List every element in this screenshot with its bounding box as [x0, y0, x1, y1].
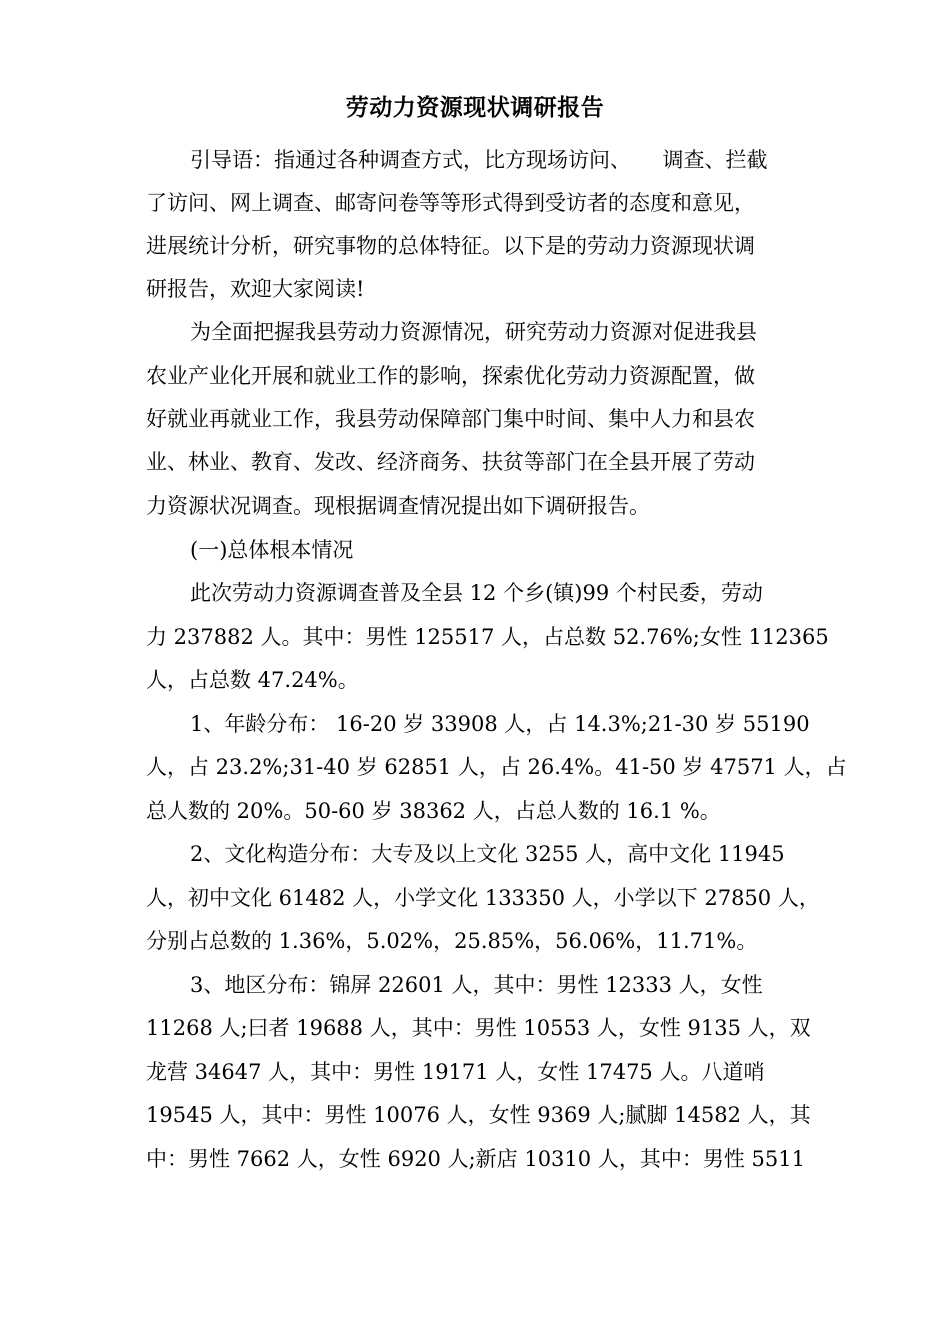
- education-line-1: 2、文化构造分布：大专及以上文化 3255 人，高中文化 11945: [190, 842, 785, 866]
- age-line-3: 总人数的 20%。50-60 岁 38362 人，占总人数的 16.1 %。: [146, 799, 721, 823]
- education-line-3: 分别占总数的 1.36%，5.02%，25.85%，56.06%，11.71%。: [146, 929, 758, 953]
- education-line-2: 人，初中文化 61482 人，小学文化 133350 人，小学以下 27850 人，: [146, 886, 820, 910]
- age-line-2: 人，占 23.2%;31-40 岁 62851 人，占 26.4%。41-50 岁 47571 人，占: [146, 755, 847, 779]
- intro-line-2: 了访问、网上调查、邮寄问卷等等形式得到受访者的态度和意见，: [146, 191, 755, 215]
- overview-line-1: 此次劳动力资源调查普及全县 12 个乡(镇)99 个村民委，劳动: [190, 581, 763, 605]
- body-line-4: 业、林业、教育、发改、经济商务、扶贫等部门在全县开展了劳动: [146, 450, 755, 474]
- overview-line-2: 力 237882 人。其中：男性 125517 人，占总数 52.76%;女性 112365: [146, 625, 829, 649]
- intro-line-3: 进展统计分析，研究事物的总体特征。以下是的劳动力资源现状调: [146, 234, 755, 258]
- region-line-4: 19545 人，其中：男性 10076 人，女性 9369 人;腻脚 14582 人，其: [146, 1103, 811, 1127]
- region-line-1: 3、地区分布：锦屏 22601 人，其中：男性 12333 人，女性: [190, 973, 763, 997]
- overview-line-3: 人，占总数 47.24%。: [146, 668, 359, 692]
- body-line-2: 农业产业化开展和就业工作的影响，探索优化劳动力资源配置，做: [146, 364, 755, 388]
- region-line-2: 11268 人;曰者 19688 人，其中：男性 10553 人，女性 9135 人，双: [146, 1016, 811, 1040]
- body-line-3: 好就业再就业工作，我县劳动保障部门集中时间、集中人力和县农: [146, 407, 755, 431]
- intro-line-1: 引导语：指通过各种调查方式，比方现场访问、 调查、拦截: [190, 148, 768, 172]
- region-line-3: 龙营 34647 人，其中：男性 19171 人，女性 17475 人。八道哨: [146, 1060, 765, 1084]
- intro-line-4: 研报告，欢迎大家阅读!: [146, 277, 365, 301]
- age-line-1: 1、年龄分布： 16-20 岁 33908 人，占 14.3%;21-30 岁 55190: [190, 712, 810, 736]
- document-title: 劳动力资源现状调研报告: [345, 94, 605, 121]
- body-line-5: 力资源状况调查。现根据调查情况提出如下调研报告。: [146, 494, 650, 518]
- section-heading: (一)总体根本情况: [190, 538, 354, 562]
- region-line-5: 中：男性 7662 人，女性 6920 人;新店 10310 人，其中：男性 5511: [146, 1147, 805, 1171]
- body-line-1: 为全面把握我县劳动力资源情况，研究劳动力资源对促进我县: [190, 320, 757, 344]
